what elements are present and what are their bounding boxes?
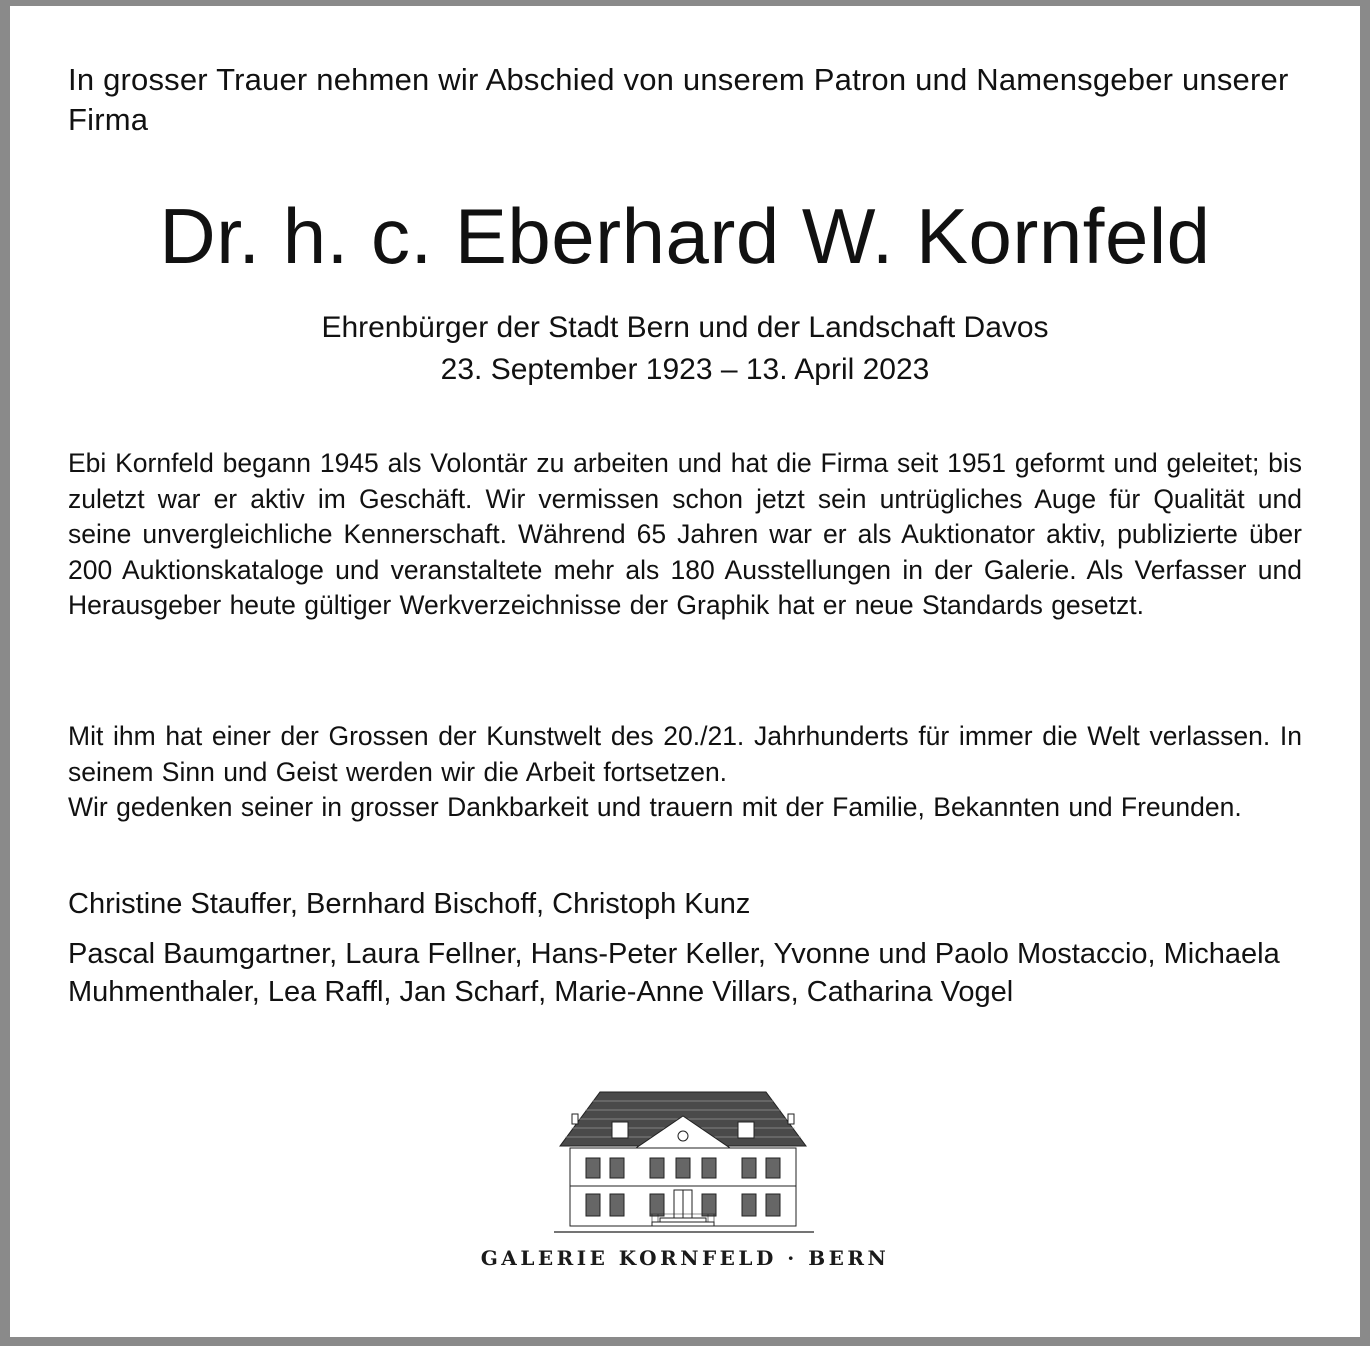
honor-title: Ehrenbürger der Stadt Bern und der Landschaft Davos — [321, 311, 1049, 344]
memorial-paragraph — [68, 719, 1302, 826]
building-illustration-icon — [552, 1086, 814, 1236]
biography-paragraph: Ebi Kornfeld begann 1945 als Volontär zu arbeiten und hat die Firma seit 1951 geformt und geleitet; bis zuletzt war er aktiv im Geschäft. Wir vermissen schon jetzt sein untrügliches Auge für Qualität und seine unvergleichliche Kennerschaft. Während 65 Jahren war er als Auktionator aktiv, publizierte über 200 Auktionskataloge und veranstaltete mehr als 180 Ausstellungen in der Galerie. Als Verfasser und Herausgeber heute gültiger Werkverzeichnisse der Graphik hat er neue Standards gesetzt. — [68, 448, 1302, 620]
memorial-paragraph-part-1: Mit ihm hat einer der Grossen der Kunstwelt des 20./21. Jahrhunderts für immer die Welt verlassen. In seinem Sinn und Geist werden wir die Arbeit fortsetzen. — [68, 721, 1302, 787]
gallery-logo-text: GALERIE KORNFELD · BERN — [480, 1246, 890, 1270]
memorial-paragraph-part-2: Wir gedenken seiner in grosser Dankbarkeit und trauern mit der Familie, Bekannten und Freunden. — [68, 792, 1242, 822]
life-dates: 23. September 1923 – 13. April 2023 — [440, 353, 930, 386]
deceased-name: Dr. h. c. Eberhard W. Kornfeld — [159, 192, 1211, 280]
intro-text: In grosser Trauer nehmen wir Abschied von unserem Patron und Namensgeber unserer Firma — [68, 62, 1289, 137]
signatories-management: Christine Stauffer, Bernhard Bischoff, Christoph Kunz — [68, 888, 751, 920]
signatories-staff: Pascal Baumgartner, Laura Fellner, Hans-Peter Keller, Yvonne und Paolo Mostaccio, Michaela Muhmenthaler, Lea Raffl, Jan Scharf, Marie-Anne Villars, Catharina Vogel — [68, 938, 1280, 1008]
subtitle-block — [10, 307, 1360, 391]
